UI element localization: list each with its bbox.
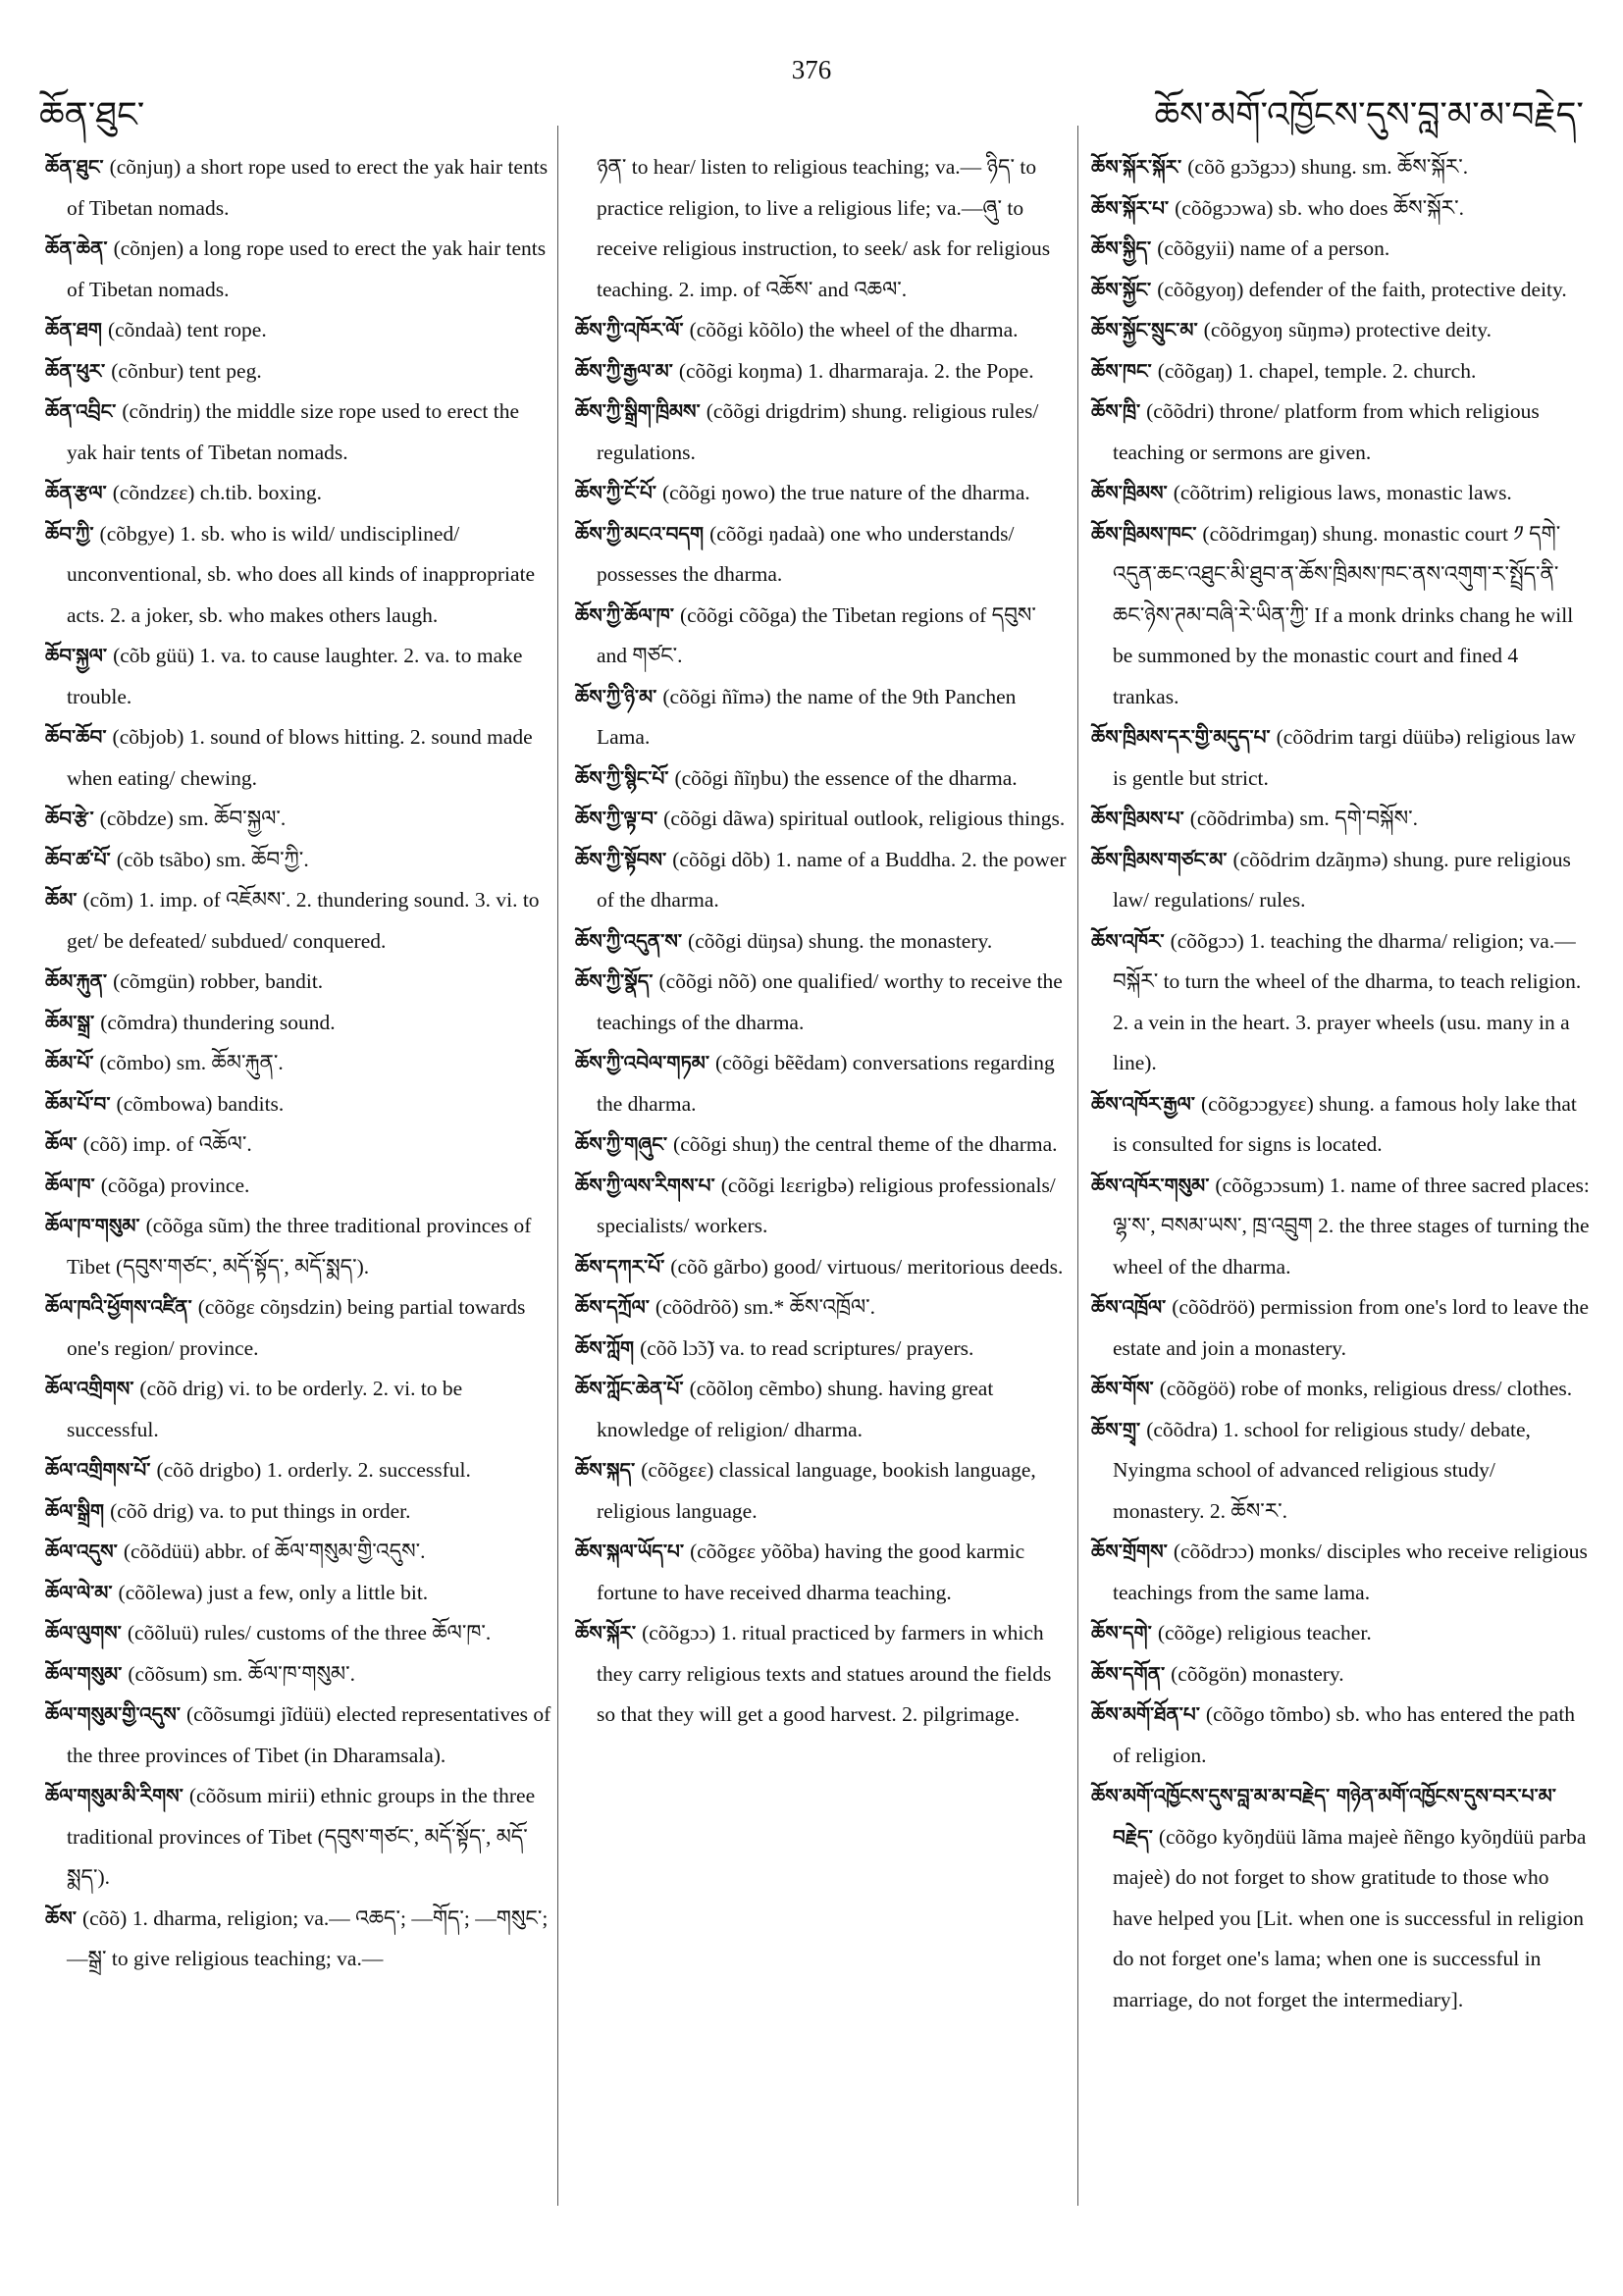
dictionary-entry — [1091, 473, 1590, 514]
entry-headword: ཆོམ་སྒྲ་ — [45, 1010, 95, 1034]
running-head-right: ཆོས་མགོ་འཁྱོངས་དུས་བླ་མ་མ་བརྗེད་ — [1154, 95, 1584, 135]
entry-definition: (cõõgɔɔgyεε) shung. a famous holy lake that is consulted for signs is located. — [1113, 1091, 1577, 1156]
entry-definition: (cõõgɔɔsum) 1. name of three sacred places: ལྷ་ས་, བསམ་ཡས་, ཁྲ་འབྲུག 2. the three stages of turning the wheel of the dharma. — [1113, 1173, 1590, 1278]
entry-headword: ཆོས་ཀྱི་སྒྲིག་ཁྲིམས་ — [575, 399, 701, 423]
dictionary-entry — [1091, 717, 1590, 799]
dictionary-entry — [575, 1287, 1072, 1329]
dictionary-entry — [45, 391, 553, 473]
dictionary-entry — [45, 1654, 553, 1696]
entry-definition: (cõõgyoŋ) defender of the faith, protective deity. — [1157, 277, 1567, 301]
dictionary-entry — [45, 1369, 553, 1450]
entry-headword: ཆོས་འཁོར་ — [1091, 928, 1165, 953]
entry-definition: (cõõdröö) permission from one's lord to leave the estate and join a monastery. — [1113, 1295, 1590, 1360]
entry-headword: ཆོས་དགེ་ — [1091, 1621, 1152, 1644]
entry-headword: ཆོས་ཀྱི་ཉི་མ་ — [575, 684, 657, 708]
dictionary-entry — [575, 473, 1072, 514]
entry-definition: (cõmbo) sm. ཆོམ་རྐུན་. — [99, 1051, 284, 1074]
dictionary-entry — [575, 147, 1072, 310]
dictionary-entry — [575, 1450, 1072, 1532]
entry-definition: (cõõdrõõ) sm.* ཆོས་འཁྲོལ་. — [654, 1295, 876, 1319]
dictionary-entry — [575, 1329, 1072, 1370]
entry-headword: ཆོལ་སྒྲིག — [45, 1498, 105, 1523]
dictionary-entry — [45, 840, 553, 881]
entry-definition: (cõnjuŋ) a short rope used to erect the yak hair tents of Tibetan nomads. — [67, 155, 549, 220]
entry-definition: (cõõgɔɔwa) sb. who does ཆོས་སྐོར་. — [1175, 195, 1464, 220]
entry-definition: (cõõgi bẽẽdam) conversations regarding the dharma. — [597, 1051, 1055, 1116]
entry-headword: ཆོས་ཀློག — [575, 1335, 635, 1360]
dictionary-columns — [45, 147, 1590, 2198]
entry-definition: (cõm) 1. imp. of འཇོམས་. 2. thundering sound. 3. vi. to get/ be defeated/ subdued/ conquered. — [67, 888, 540, 953]
entry-definition: (cõnbur) tent peg. — [111, 358, 262, 383]
entry-headword: ཆོས་འཁོར་རྒྱལ་ — [1091, 1091, 1195, 1116]
dictionary-entry — [45, 147, 553, 229]
entry-headword: ཆོབ་སྐྱལ་ — [45, 644, 108, 667]
dictionary-entry — [575, 1166, 1072, 1247]
entry-definition: ཉན་ to hear/ listen to religious teaching; va.— ཉིད་ to practice religion, to live a religious life; va.—ཞུ་ to receive religious instruction, to seek/ ask for religious teaching. 2. imp. of འཆོས་ and འཆལ་. — [597, 155, 1051, 301]
dictionary-entry — [575, 677, 1072, 758]
dictionary-entry — [45, 1124, 553, 1166]
entry-headword: ཆོས་སྐྱིད་ — [1091, 236, 1152, 260]
entry-headword: ཆོན་ཐག — [45, 318, 102, 341]
dictionary-entry — [45, 1084, 553, 1125]
dictionary-entry — [45, 1899, 553, 1980]
entry-headword: ཆོལ་འགྲིགས་ — [45, 1377, 134, 1400]
entry-headword: ཆོམ་ — [45, 888, 78, 912]
dictionary-entry — [1091, 1613, 1590, 1654]
dictionary-entry — [45, 1043, 553, 1084]
entry-headword: ཆོས་ཁྲིམས་གཙང་མ་ — [1091, 847, 1228, 871]
entry-definition: (cõõgi drigdrim) shung. religious rules/ regulations. — [597, 399, 1039, 464]
dictionary-entry — [1091, 1084, 1590, 1166]
dictionary-entry — [1091, 1532, 1590, 1613]
dictionary-entry — [575, 351, 1072, 392]
entry-definition: (cõõluü) rules/ customs of the three ཆོལ་ཁ་. — [127, 1621, 492, 1644]
entry-headword: ཆོལ་ — [45, 1132, 78, 1156]
entry-definition: (cõõge) religious teacher. — [1157, 1621, 1372, 1644]
entry-definition: (cõbdze) sm. ཆོབ་སྐྱལ་. — [99, 807, 287, 830]
entry-headword: ཆོན་ཐུང་ — [45, 155, 104, 179]
dictionary-entry — [45, 717, 553, 799]
entry-headword: ཆོབ་ཆོབ་ — [45, 725, 107, 749]
entry-definition: (cõõgyoŋ sũŋmə) protective deity. — [1203, 318, 1492, 341]
entry-definition: (cõõ drig) va. to put things in order. — [110, 1498, 411, 1523]
dictionary-entry — [45, 880, 553, 962]
entry-headword: ཆོམ་རྐུན་ — [45, 969, 108, 993]
entry-definition: (cõõgyii) name of a person. — [1157, 236, 1390, 260]
entry-headword: ཆོས་གྲྭ་ — [1091, 1417, 1141, 1441]
dictionary-entry — [575, 1043, 1072, 1124]
entry-headword: ཆོས་ — [45, 1905, 77, 1930]
entry-headword: ཆོལ་འགྲིགས་པོ་ — [45, 1458, 151, 1482]
entry-headword: ཆོན་ཕུར་ — [45, 358, 106, 383]
entry-headword: ཆོམ་པོ་བ་ — [45, 1091, 111, 1116]
dictionary-entry — [45, 799, 553, 840]
entry-headword: ཆོན་འབྲིང་ — [45, 399, 117, 423]
entry-headword: ཆོལ་ཁ་གསུམ་ — [45, 1214, 140, 1237]
entry-definition: (cõõdrimba) sm. དགེ་བསྐོས་. — [1189, 807, 1418, 830]
entry-definition: (cõõdrɔɔ) monks/ disciples who receive religious teachings from the same lama. — [1113, 1539, 1588, 1604]
entry-headword: ཆོས་ཀྱི་ངོ་པོ་ — [575, 481, 656, 504]
entry-headword: ཆོས་སྐྱོང་ — [1091, 277, 1152, 301]
dictionary-entry — [45, 1776, 553, 1899]
dictionary-entry — [1091, 310, 1590, 351]
entry-definition: (cõmgün) robber, bandit. — [113, 969, 324, 993]
entry-headword: ཆོལ་ཁ་ — [45, 1173, 95, 1197]
entry-headword: ཆོས་ཀྱི་སྣོད་ — [575, 969, 654, 993]
entry-definition: (cõõdrim dzãŋmə) shung. pure religious law/ regulations/ rules. — [1113, 847, 1571, 912]
entry-definition: (cõbjob) 1. sound of blows hitting. 2. sound made when eating/ chewing. — [67, 725, 533, 790]
dictionary-entry — [575, 514, 1072, 596]
entry-headword: ཆོས་ཀྱི་མངའ་བདག — [575, 521, 705, 546]
entry-definition: (cõõgε cõŋsdzin) being partial towards one's region/ province. — [67, 1295, 526, 1360]
entry-headword: ཆོས་ཀྱི་འབེལ་གཏམ་ — [575, 1051, 710, 1074]
dictionary-entry — [45, 473, 553, 514]
entry-headword: ཆོས་ཁྲིམས་ — [1091, 481, 1168, 504]
entry-definition: (cõõgöö) robe of monks, religious dress/ clothes. — [1159, 1377, 1573, 1400]
dictionary-entry — [575, 1369, 1072, 1450]
dictionary-entry — [45, 962, 553, 1003]
dictionary-entry — [1091, 1410, 1590, 1533]
entry-headword: ཆོས་ཀྱི་ཆོལ་ཁ་ — [575, 602, 674, 627]
entry-definition: (cõõgi dõb) 1. name of a Buddha. 2. the power of the dharma. — [597, 847, 1067, 912]
entry-definition: (cõõsum mirii) ethnic groups in the three traditional provinces of Tibet (དབུས་གཙང་, མདོ་སྟོད་, མདོ་སྨད་). — [67, 1784, 536, 1889]
entry-definition: (cõõlewa) just a few, only a little bit. — [118, 1580, 429, 1604]
entry-definition: (cõõ drig) vi. to be orderly. 2. vi. to be successful. — [67, 1377, 463, 1441]
entry-headword: ཆོས་མགོ་འཁྱོངས་དུས་བླ་མ་མ་བརྗེད་ གཉེན་མགོ་འཁྱོངས་དུས་བར་པ་མ་བརྗེད་ — [1091, 1784, 1556, 1849]
entry-headword: ཆོལ་ལེ་མ་ — [45, 1580, 113, 1604]
dictionary-entry — [45, 1695, 553, 1776]
entry-headword: ཆོས་སྐོར་སྐོར་ — [1091, 155, 1182, 179]
entry-definition: (cõõgo kyõŋdüü lãma majeè ñẽngo kyõŋdüü parba majeè) do not forget to show gratitude to those who have helped you [Lit. when one is successful in religion do not forget one's lama; when one is successful in marriage, do not forget the intermediary]. — [1113, 1824, 1587, 2011]
running-head-left: ཆོན་ཐུང་ — [39, 95, 145, 135]
dictionary-entry — [575, 596, 1072, 677]
dictionary-entry — [45, 1003, 553, 1044]
dictionary-entry — [575, 962, 1072, 1043]
entry-definition: (cõõgi ñĩŋbu) the essence of the dharma. — [674, 765, 1018, 790]
entry-headword: ཆོལ་གསུམ་ — [45, 1661, 123, 1686]
entry-definition: (cõõ gɔ̃ɔgɔɔ) shung. sm. ཆོས་སྐོར་. — [1187, 155, 1469, 179]
dictionary-entry — [1091, 229, 1590, 270]
column-2 — [561, 147, 1072, 2198]
dictionary-entry — [45, 1206, 553, 1287]
dictionary-entry — [575, 391, 1072, 473]
entry-definition: (cõõgεε yõõba) having the good karmic fortune to have received dharma teaching. — [597, 1539, 1025, 1604]
entry-headword: ཆོན་ཆེན་ — [45, 236, 108, 260]
entry-definition: (cõbgye) 1. sb. who is wild/ undisciplined/ unconventional, sb. who does all kinds of inappropriate acts. 2. a joker, sb. who makes others laugh. — [67, 521, 536, 627]
entry-headword: ཆོབ་རྩེ་ — [45, 807, 94, 830]
entry-headword: ཆོས་སྐལ་ཡོད་པ་ — [575, 1539, 685, 1563]
entry-definition: (cõõdri) throne/ platform from which religious teaching or sermons are given. — [1113, 399, 1540, 464]
dictionary-entry — [1091, 391, 1590, 473]
entry-definition: (cõõdrimgaŋ) shung. monastic court ༡ དགེ་འདུན་ཆང་འཐུང་མི་ཐུབ་ན་ཆོས་ཁྲིམས་ཁང་ནས་འགུག་ར་སྤྲོད་ནི་ཆང་ཉེས་ཊམ་བཞི་རེ་ཡིན་ཀྱི་ If a monk drinks chang he will be summoned by the monastic court and fined 4 trankas. — [1113, 521, 1574, 708]
entry-definition: (cõõgi cõõga) the Tibetan regions of དབུས་ and གཙང་. — [597, 602, 1036, 667]
dictionary-entry — [45, 310, 553, 351]
dictionary-entry — [45, 1532, 553, 1573]
entry-definition: (cõndaà) tent rope. — [107, 318, 267, 341]
entry-definition: (cõõ) imp. of འཆོལ་. — [82, 1132, 252, 1156]
entry-definition: (cõõgi ŋadaà) one who understands/ possesses the dharma. — [597, 521, 1015, 586]
entry-headword: ཆོས་ཀྱི་གཞུང་ — [575, 1132, 668, 1156]
entry-definition: (cõõgi lεεrigbə) religious professionals/ specialists/ workers. — [597, 1173, 1056, 1237]
dictionary-entry — [45, 514, 553, 637]
entry-headword: ཆོས་དཀར་པོ་ — [575, 1254, 665, 1278]
entry-definition: (cõõdüü) abbr. of ཆོལ་གསུམ་གྱི་འདུས་. — [123, 1539, 426, 1563]
dictionary-entry — [575, 840, 1072, 921]
entry-definition: (cõõdrim targi düübə) religious law is gentle but strict. — [1113, 725, 1576, 790]
entry-headword: ཆོས་སྐོར་པ་ — [1091, 195, 1170, 220]
entry-definition: (cõnjen) a long rope used to erect the yak hair tents of Tibetan nomads. — [67, 236, 547, 301]
dictionary-entry — [1091, 1695, 1590, 1776]
entry-headword: ཆོལ་ལུགས་ — [45, 1621, 122, 1644]
dictionary-entry — [575, 1124, 1072, 1166]
entry-headword: ཆོལ་གསུམ་མི་རིགས་ — [45, 1784, 183, 1807]
page-number: 376 — [791, 55, 832, 84]
dictionary-entry — [1091, 840, 1590, 921]
entry-headword: ཆོས་ཁྲིམས་དར་གྱི་མདུད་པ་ — [1091, 725, 1271, 749]
entry-headword: ཆོས་དཀྲོལ་ — [575, 1295, 650, 1319]
entry-headword: ཆོས་ཀྱི་སྟོབས་ — [575, 847, 667, 871]
column-1 — [45, 147, 553, 2198]
entry-headword: ཆོས་སྐྱོང་སྲུང་མ་ — [1091, 318, 1198, 341]
entry-headword: ཆོམ་པོ་ — [45, 1051, 94, 1074]
entry-definition: (cõõgo tõmbo) sb. who has entered the path of religion. — [1113, 1702, 1576, 1767]
dictionary-entry — [1091, 351, 1590, 392]
entry-definition: (cõmdra) thundering sound. — [100, 1010, 336, 1034]
entry-headword: ཆོས་ཀྱི་འཁོར་ལོ་ — [575, 318, 684, 341]
entry-headword: ཆོལ་གསུམ་གྱི་འདུས་ — [45, 1702, 181, 1726]
dictionary-entry — [1091, 921, 1590, 1084]
entry-definition: (cõõgi dãwa) spiritual outlook, religious things. — [663, 807, 1066, 830]
entry-headword: ཆོབ་ཚ་པོ་ — [45, 847, 111, 871]
entry-headword: ཆོས་འཁོར་གསུམ་ — [1091, 1173, 1210, 1197]
entry-definition: (cõõsumgi jĩdüü) elected representatives of the three provinces of Tibet (in Dharamsala). — [67, 1702, 551, 1767]
dictionary-entry — [45, 1287, 553, 1369]
entry-headword: ཆོས་ཀྱི་ལས་རིགས་པ་ — [575, 1173, 715, 1197]
dictionary-entry — [575, 758, 1072, 800]
entry-definition: (cõõdra) 1. school for religious study/ debate, Nyingma school of advanced religious study/ monastery. 2. ཆོས་ར་. — [1113, 1417, 1531, 1523]
entry-headword: ཆོས་ཀྱི་རྒྱལ་མ་ — [575, 358, 673, 383]
entry-headword: ཆོས་གྲོགས་ — [1091, 1539, 1168, 1563]
entry-headword: ཆོས་གོས་ — [1091, 1377, 1154, 1400]
entry-headword: ཆོས་འཁྲོལ་ — [1091, 1295, 1167, 1319]
entry-definition: (cõõ drigbo) 1. orderly. 2. successful. — [156, 1458, 471, 1482]
dictionary-entry — [45, 1613, 553, 1654]
dictionary-entry — [1091, 514, 1590, 718]
entry-definition: (cõõgi ŋowo) the true nature of the dharma. — [661, 481, 1030, 504]
dictionary-entry — [1091, 1166, 1590, 1288]
entry-definition: (cõõ gãrbo) good/ virtuous/ meritorious deeds. — [670, 1254, 1064, 1278]
entry-headword: ཆོས་སྐོར་ — [575, 1621, 637, 1644]
entry-definition: (cõõgɔɔ) 1. teaching the dharma/ religion; va.—བསྐོར་ to turn the wheel of the dharma, to teach religion. 2. a vein in the heart. 3. prayer wheels (usu. many in a line). — [1113, 928, 1582, 1074]
entry-definition: (cõõgi koŋma) 1. dharmaraja. 2. the Pope. — [678, 358, 1034, 383]
entry-headword: ཆོས་ཀྱི་ལྟ་བ་ — [575, 807, 658, 830]
dictionary-entry — [45, 1166, 553, 1207]
entry-definition: (cõõtrim) religious laws, monastic laws. — [1173, 481, 1512, 504]
entry-definition: (cõb tsãbo) sm. ཆོབ་ཀྱི་. — [116, 847, 309, 871]
dictionary-entry — [1091, 147, 1590, 188]
entry-headword: ཆོས་ཁྲིམས་པ་ — [1091, 807, 1184, 830]
dictionary-entry — [1091, 1287, 1590, 1369]
entry-definition: (cõõgi ñĩmə) the name of the 9th Panchen Lama. — [597, 684, 1017, 749]
entry-definition: (cõõ lɔ̃ɔ̃) va. to read scriptures/ prayers. — [640, 1335, 974, 1360]
entry-definition: (cõõloŋ cẽmbo) shung. having great knowledge of religion/ dharma. — [597, 1377, 994, 1441]
entry-headword: ཆོས་ཁྲི་ — [1091, 399, 1141, 423]
dictionary-entry — [575, 1247, 1072, 1288]
dictionary-entry — [45, 1573, 553, 1614]
dictionary-entry — [1091, 1654, 1590, 1696]
entry-headword: ཆོལ་ཁའི་ཕྱོགས་འཛིན་ — [45, 1295, 192, 1319]
dictionary-entry — [45, 1491, 553, 1533]
entry-headword: ཆོས་སྐད་ — [575, 1458, 636, 1482]
entry-definition: (cõõgɔɔ) 1. ritual practiced by farmers in which they carry religious texts and statues around the fields so that they will get a good harvest. 2. pilgrimage. — [597, 1621, 1052, 1726]
dictionary-entry — [1091, 1369, 1590, 1410]
entry-headword: ཆོས་ཀྱི་འདུན་ས་ — [575, 928, 683, 953]
entry-headword: ཆོས་མགོ་ཐོན་པ་ — [1091, 1702, 1200, 1726]
entry-headword: ཆོས་དགོན་ — [1091, 1661, 1166, 1686]
dictionary-entry — [1091, 270, 1590, 311]
entry-definition: (cõõgi nõõ) one qualified/ worthy to receive the teachings of the dharma. — [597, 969, 1063, 1034]
dictionary-entry — [45, 351, 553, 392]
entry-headword: ཆོས་ཁྲིམས་ཁང་ — [1091, 521, 1197, 546]
entry-headword: ཆོན་རྩལ་ — [45, 481, 107, 504]
entry-headword: ཆོས་ཀྱི་སྙིང་པོ་ — [575, 765, 669, 790]
entry-headword: ཆོལ་འདུས་ — [45, 1539, 118, 1563]
entry-definition: (cõndriŋ) the middle size rope used to erect the yak hair tents of Tibetan nomads. — [67, 399, 519, 464]
entry-definition: (cõõgi shuŋ) the central theme of the dharma. — [673, 1132, 1058, 1156]
entry-definition: (cõõgi kõõlo) the wheel of the dharma. — [689, 318, 1019, 341]
dictionary-entry — [575, 921, 1072, 963]
entry-definition: (cõõgεε) classical language, bookish language, religious language. — [597, 1458, 1036, 1523]
entry-definition: (cõõsum) sm. ཆོལ་ཁ་གསུམ་. — [128, 1661, 356, 1686]
dictionary-entry — [1091, 188, 1590, 230]
entry-headword: ཆོས་ཁང་ — [1091, 358, 1152, 383]
entry-definition: (cõõgaŋ) 1. chapel, temple. 2. church. — [1157, 358, 1477, 383]
entry-definition: (cõõga) province. — [100, 1173, 250, 1197]
dictionary-entry — [1091, 799, 1590, 840]
dictionary-entry — [45, 1450, 553, 1491]
entry-headword: ཆོས་ཀློང་ཆེན་པོ་ — [575, 1377, 684, 1400]
dictionary-entry — [575, 310, 1072, 351]
entry-definition: (cõõga sũm) the three traditional provinces of Tibet (དབུས་གཙང་, མདོ་སྟོད་, མདོ་སྨད་). — [67, 1214, 532, 1278]
dictionary-entry — [575, 1613, 1072, 1736]
dictionary-entry — [1091, 1776, 1590, 2020]
entry-headword: ཆོབ་ཀྱི་ — [45, 521, 94, 546]
dictionary-entry — [45, 636, 553, 717]
dictionary-entry — [45, 229, 553, 310]
dictionary-entry — [575, 799, 1072, 840]
column-3 — [1079, 147, 1590, 2198]
entry-definition: (cõb güü) 1. va. to cause laughter. 2. va. to make trouble. — [67, 644, 523, 708]
entry-definition: (cõõ) 1. dharma, religion; va.— འཆད་; —གོད་; —གསུང་; —སྒྲ་ to give religious teaching; va.— — [67, 1905, 549, 1970]
entry-definition: (cõmbowa) bandits. — [116, 1091, 285, 1116]
entry-definition: (cõõgi düŋsa) shung. the monastery. — [688, 928, 993, 953]
dictionary-entry — [575, 1532, 1072, 1613]
entry-definition: (cõndzεε) ch.tib. boxing. — [112, 481, 323, 504]
entry-definition: (cõõgön) monastery. — [1171, 1661, 1344, 1686]
